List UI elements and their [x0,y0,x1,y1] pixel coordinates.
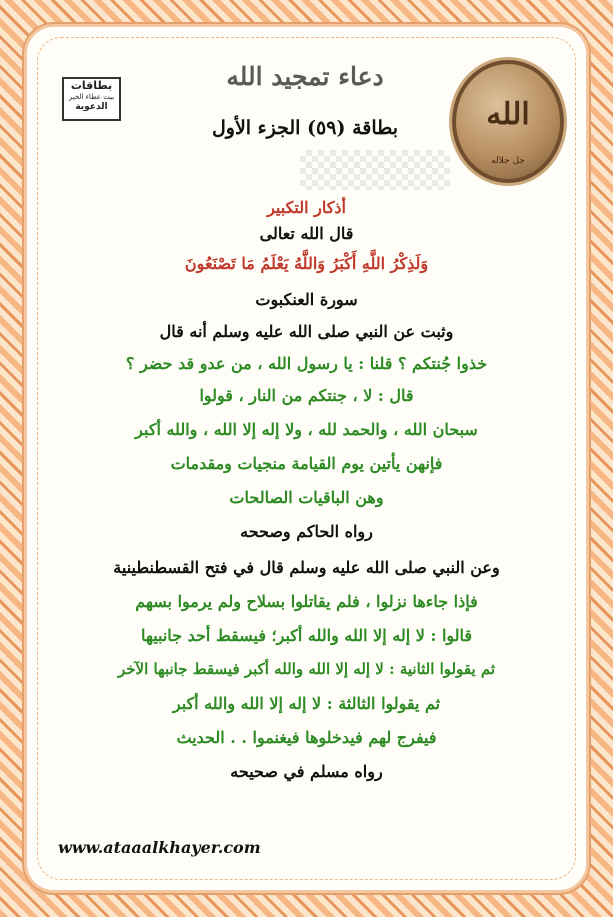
body-line: قالوا : لا إله إلا الله والله أكبر؛ فيسقط أحد جانبيها [140,626,473,645]
body-line: وثبت عن النبي صلى الله عليه وسلم أنه قال [159,322,454,341]
body-line: ثم يقولوا الثانية : لا إله إلا الله والله أكبر فيسقط جانبها الآخر [117,660,496,678]
badge-line-1: بطاقات [70,79,113,92]
body-line: قال : لا ، جنتكم من النار ، قولوا [199,386,414,405]
body-line: وعن النبي صلى الله عليه وسلم قال في فتح القسطنطينية [113,558,500,577]
body-line: سورة العنكبوت [255,290,358,309]
badge-line-2: بيت عطاء الخير [68,93,115,101]
body-line: وهن الباقيات الصالحات [229,488,384,507]
card-body [55,198,558,782]
badge-line-3: الدعوية [75,102,108,112]
body-line: فإذا جاءها نزلوا ، فلم يقاتلوا بسلاح ولم يرموا بسهم [135,592,478,611]
body-line: خذوا جُنتكم ؟ قلنا : يا رسول الله ، من عدو قد حضر ؟ [125,354,488,373]
card-title: دعاء تمجيد الله [226,62,384,91]
body-line: رواه الحاكم وصححه [240,522,373,541]
medallion-main-text: الله [486,97,530,132]
body-line: قال الله تعالى [259,224,354,243]
body-line: وَلَذِكْرُ اللَّهِ أَكْبَرُ وَاللَّهُ يَعْلَمُ مَا تَصْنَعُونَ [184,254,429,273]
body-line: فإنهن يأتين يوم القيامة منجيات ومقدمات [170,454,443,473]
body-line: أذكار التكبير [267,198,346,217]
website-url[interactable]: www.ataaalkhayer.com [58,838,261,857]
body-line: فيفرج لهم فيدخلوها فيغنموا . . الحديث [176,728,437,747]
cards-badge-logo [62,77,121,121]
body-line: رواه مسلم في صحيحه [230,762,383,781]
body-line: سبحان الله ، والحمد لله ، ولا إله إلا الله ، والله أكبر [135,420,478,439]
card-subtitle: بطاقة (٥٩) الجزء الأول [211,117,399,139]
body-line: ثم يقولوا الثالثة : لا إله إلا الله والله أكبر [172,694,441,713]
medallion-sub-text: جل جلاله [491,156,525,166]
decorative-pattern [300,150,450,190]
